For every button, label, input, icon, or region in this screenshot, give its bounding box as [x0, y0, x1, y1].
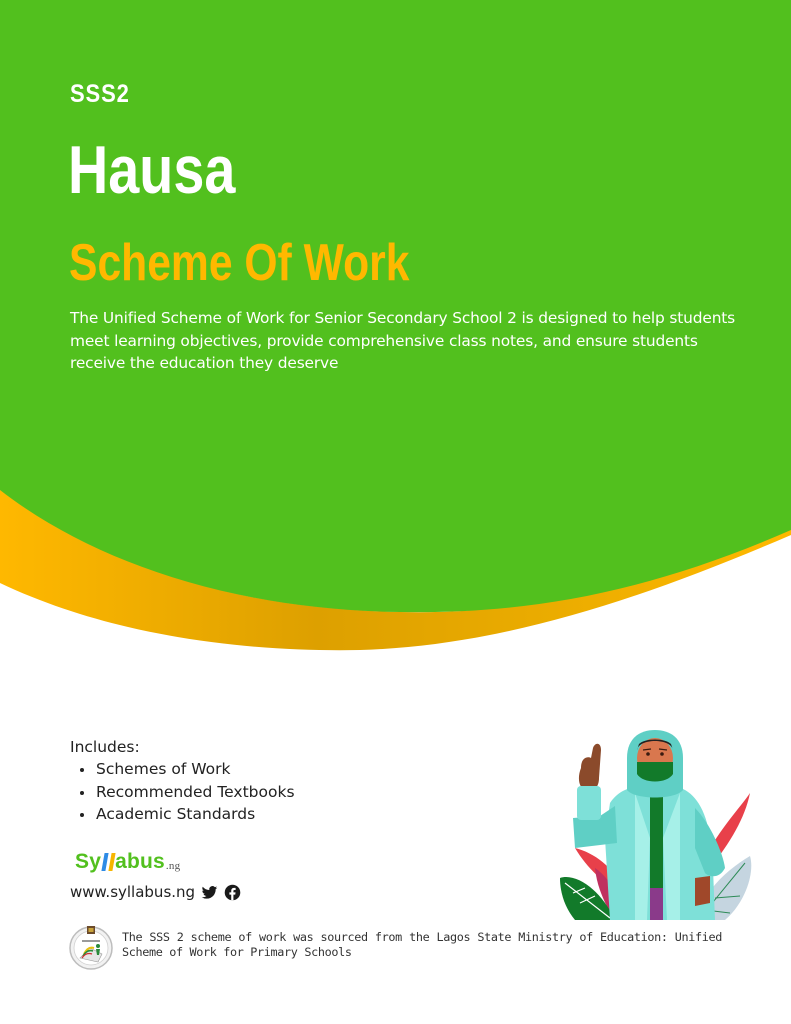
logo-suffix: abus [115, 850, 165, 873]
includes-section [70, 736, 295, 826]
raised-hand [579, 744, 601, 791]
face-mask [637, 762, 673, 782]
description-text: The Unified Scheme of Work for Senior Secondary School 2 is designed to help students meet learning objectives, provide comprehensive class notes, and ensure students receive the education they deserve [70, 309, 736, 372]
facebook-icon[interactable] [224, 884, 241, 901]
grade-level: SSS2 [70, 80, 130, 108]
syllabus-logo [75, 850, 180, 874]
twitter-icon[interactable] [201, 884, 218, 901]
website-link[interactable]: www.syllabus.ng [70, 883, 196, 901]
includes-title: Includes: [70, 738, 140, 756]
lagos-state-seal-icon [68, 924, 114, 970]
subject-title: Hausa [68, 132, 236, 208]
book-spine-yellow-icon [108, 853, 115, 871]
source-footer [68, 924, 728, 970]
teacher-illustration-icon [555, 728, 765, 924]
source-text: The SSS 2 scheme of work was sourced from the Lagos State Ministry of Education: Unified Scheme of Work for Primary Schools [122, 930, 722, 959]
website-row [70, 883, 241, 901]
logo-tld: .ng [165, 860, 181, 872]
book-spine-blue-icon [101, 853, 108, 871]
logo-prefix: Sy [75, 850, 102, 873]
document-type-title: Scheme Of Work [69, 234, 410, 292]
list-item: Recommended Textbooks [78, 781, 295, 804]
list-item: Schemes of Work [78, 758, 295, 781]
includes-list [70, 758, 295, 826]
list-item: Academic Standards [78, 803, 295, 826]
